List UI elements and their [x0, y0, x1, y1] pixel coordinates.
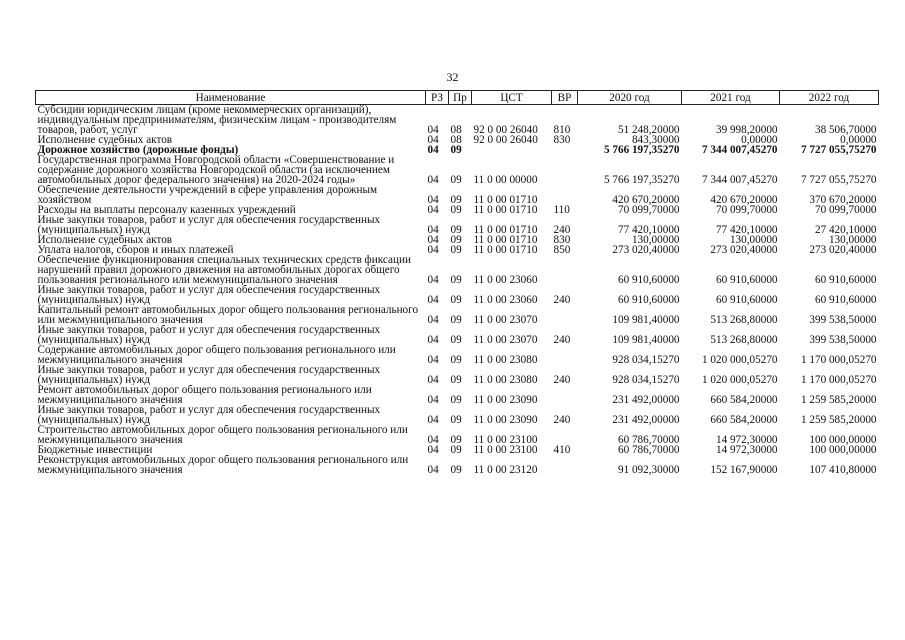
table-row [36, 305, 879, 325]
cell-2022: 399 538,50000 [809, 334, 877, 346]
cell-2021: 7 344 007,45270 [701, 174, 778, 186]
cell-name: Бюджетные инвестиции [37, 445, 153, 455]
cell-vr: 240 [553, 414, 571, 426]
cell-2020: 928 034,15270 [612, 374, 680, 386]
table-row [36, 145, 879, 155]
cell-2021: 14 972,30000 [715, 434, 778, 446]
cell-2021: 152 167,90000 [710, 464, 778, 476]
cell-2021: 130,00000 [729, 234, 778, 246]
cell-2021: 660 584,20000 [710, 414, 778, 426]
cell-pr: 09 [450, 334, 462, 346]
budget-table [35, 90, 879, 475]
cell-pr: 09 [450, 434, 462, 446]
cell-vr [552, 255, 578, 285]
cell-rz: 04 [427, 274, 439, 286]
cell-rz: 04 [427, 294, 439, 306]
cell-vr [552, 305, 578, 325]
cell-name: Иные закупки товаров, работ и услуг для обеспечения государственных (муниципальных) нужд [37, 325, 381, 345]
cell-2020: 928 034,15270 [612, 354, 680, 366]
cell-rz: 04 [427, 444, 439, 456]
cell-vr [552, 425, 578, 445]
cell-2020: 70 099,70000 [617, 204, 680, 216]
cell-pr: 09 [450, 174, 462, 186]
cell-name: Расходы на выплаты персоналу казенных учреждений [37, 205, 296, 215]
cell-pr: 09 [450, 464, 462, 476]
cell-name: Иные закупки товаров, работ и услуг для обеспечения государственных (муниципальных) нужд [37, 405, 381, 425]
cell-cst: 11 0 00 23090 [473, 414, 538, 426]
cell-pr: 09 [450, 274, 462, 286]
cell-name: Ремонт автомобильных дорог общего пользования регионального или межмуниципального значения [37, 385, 372, 405]
cell-pr: 09 [450, 444, 462, 456]
cell-vr [552, 455, 578, 475]
cell-name: Строительство автомобильных дорог общего пользования регионального или межмуниципального значения [37, 425, 408, 445]
cell-cst: 11 0 00 23080 [473, 354, 538, 366]
cell-vr: 240 [553, 294, 571, 306]
cell-2020: 273 020,40000 [612, 244, 680, 256]
table-row [36, 185, 879, 205]
cell-2022: 1 170 000,05270 [800, 354, 877, 366]
header-cst: ЦСТ [472, 91, 552, 105]
cell-2020: 60 910,60000 [617, 274, 680, 286]
cell-2020: 130,00000 [631, 234, 680, 246]
cell-pr: 09 [450, 204, 462, 216]
cell-rz: 04 [427, 434, 439, 446]
cell-cst: 11 0 00 23070 [473, 314, 538, 326]
cell-rz: 04 [427, 464, 439, 476]
cell-name: Исполнение судебных актов [37, 135, 173, 145]
cell-cst [472, 145, 552, 155]
cell-vr: 240 [553, 374, 571, 386]
cell-cst: 11 0 00 23060 [473, 274, 538, 286]
cell-cst: 11 0 00 23120 [473, 464, 538, 476]
cell-2021: 420 670,20000 [710, 194, 778, 206]
cell-2022: 130,00000 [828, 234, 877, 246]
cell-rz: 04 [427, 244, 439, 256]
cell-pr: 09 [450, 314, 462, 326]
table-row [36, 205, 879, 215]
cell-2020: 109 981,40000 [612, 334, 680, 346]
cell-2022: 7 727 055,75270 [800, 174, 877, 186]
cell-2022: 60 910,60000 [814, 274, 877, 286]
cell-rz: 04 [427, 354, 439, 366]
table-row [36, 385, 879, 405]
cell-2021: 660 584,20000 [710, 394, 778, 406]
cell-2022: 27 420,10000 [814, 224, 877, 236]
table-row [36, 405, 879, 425]
cell-cst: 92 0 00 26040 [473, 124, 538, 136]
table-row [36, 325, 879, 345]
cell-rz: 04 [427, 204, 439, 216]
cell-2022: 107 410,80000 [809, 464, 877, 476]
cell-name: Иные закупки товаров, работ и услуг для обеспечения государственных (муниципальных) нужд [37, 285, 381, 305]
table-row [36, 345, 879, 365]
cell-2021: 60 910,60000 [715, 274, 778, 286]
table-row [36, 215, 879, 235]
cell-rz: 04 [427, 414, 439, 426]
cell-2020: 5 766 197,35270 [603, 174, 680, 186]
cell-pr: 08 [450, 134, 462, 146]
cell-name: Исполнение судебных актов [37, 235, 173, 245]
table-row [36, 105, 879, 136]
table-body [36, 105, 879, 476]
cell-vr: 850 [553, 244, 571, 256]
cell-2021: 1 020 000,05270 [701, 354, 778, 366]
header-name: Наименование [36, 91, 426, 105]
cell-2022: 38 506,70000 [814, 124, 877, 136]
header-rz: РЗ [426, 91, 449, 105]
cell-rz: 04 [427, 234, 439, 246]
cell-2022: 0,00000 [840, 134, 877, 146]
cell-rz: 04 [427, 144, 439, 156]
table-row [36, 445, 879, 455]
cell-2020: 60 910,60000 [617, 294, 680, 306]
cell-pr: 09 [450, 144, 462, 156]
cell-pr: 09 [450, 244, 462, 256]
cell-vr [552, 185, 578, 205]
cell-name: Иные закупки товаров, работ и услуг для обеспечения государственных (муниципальных) нужд [37, 365, 381, 385]
cell-2021: 70 099,70000 [715, 204, 778, 216]
cell-name: Обеспечение деятельности учреждений в сфере управления дорожным хозяйством [37, 185, 378, 205]
page-number: 32 [446, 70, 459, 84]
cell-2022: 60 910,60000 [814, 294, 877, 306]
cell-name: Субсидии юридическим лицам (кроме некоммерческих организаций), индивидуальным предпринимателям, физическим лицам - производителям товаров, работ, услуг [37, 104, 397, 135]
cell-rz: 04 [427, 394, 439, 406]
cell-pr: 09 [450, 194, 462, 206]
cell-vr [552, 385, 578, 405]
cell-cst: 11 0 00 01710 [473, 194, 538, 206]
cell-rz: 04 [427, 374, 439, 386]
cell-2022: 370 670,20000 [809, 194, 877, 206]
cell-name: Обеспечение функционирования специальных технических средств фиксации нарушений правил дорожного движения на автомобильных дорогах общего пользования регионального или межмуниципального значения [37, 255, 411, 285]
cell-2021: 513 268,80000 [710, 314, 778, 326]
cell-cst: 11 0 00 01710 [473, 204, 538, 216]
cell-pr: 09 [450, 294, 462, 306]
cell-vr: 240 [553, 224, 571, 236]
cell-2022: 1 170 000,05270 [800, 374, 877, 386]
cell-2020: 60 786,70000 [617, 444, 680, 456]
header-2021: 2021 год [682, 91, 780, 105]
table-row [36, 425, 879, 445]
table-header-row [36, 91, 879, 105]
cell-name: Содержание автомобильных дорог общего пользования регионального или межмуниципального значения [37, 345, 396, 365]
cell-2021: 273 020,40000 [710, 244, 778, 256]
cell-rz: 04 [427, 224, 439, 236]
cell-rz: 04 [427, 174, 439, 186]
cell-vr: 410 [553, 444, 571, 456]
cell-2022: 1 259 585,20000 [800, 394, 877, 406]
cell-2021: 14 972,30000 [715, 444, 778, 456]
cell-cst: 11 0 00 00000 [473, 174, 538, 186]
cell-2021: 0,00000 [741, 134, 778, 146]
cell-name: Уплата налогов, сборов и иных платежей [37, 245, 234, 255]
cell-2022: 100 000,00000 [809, 434, 877, 446]
header-vr: ВР [552, 91, 578, 105]
cell-cst: 92 0 00 26040 [473, 134, 538, 146]
cell-2022: 70 099,70000 [814, 204, 877, 216]
cell-2020: 231 492,00000 [612, 414, 680, 426]
cell-pr: 09 [450, 374, 462, 386]
cell-2020: 843,30000 [631, 134, 680, 146]
cell-pr: 09 [450, 224, 462, 236]
cell-cst: 11 0 00 01710 [473, 244, 538, 256]
cell-vr: 810 [553, 124, 571, 136]
cell-pr: 09 [450, 394, 462, 406]
cell-2022: 7 727 055,75270 [800, 144, 877, 156]
cell-2020: 51 248,20000 [617, 124, 680, 136]
cell-name: Капитальный ремонт автомобильных дорог общего пользования регионального или межмуниципального значения [37, 305, 419, 325]
cell-vr: 240 [553, 334, 571, 346]
cell-vr [552, 145, 578, 155]
cell-2020: 60 786,70000 [617, 434, 680, 446]
table-row [36, 455, 879, 475]
cell-name: Государственная программа Новгородской области «Совершенствование и содержание дорожного хозяйства Новгородской области (за исключением автомобильных дорог федерального значения) на 2020-2024 годы» [37, 155, 395, 185]
cell-2020: 231 492,00000 [612, 394, 680, 406]
cell-2020: 109 981,40000 [612, 314, 680, 326]
table-row [36, 285, 879, 305]
cell-vr [552, 345, 578, 365]
header-2020: 2020 год [578, 91, 682, 105]
header-2022: 2022 год [780, 91, 879, 105]
cell-2020: 77 420,10000 [617, 224, 680, 236]
cell-cst: 11 0 00 01710 [473, 234, 538, 246]
header-pr: Пр [449, 91, 472, 105]
cell-2020: 420 670,20000 [612, 194, 680, 206]
cell-cst: 11 0 00 23070 [473, 334, 538, 346]
cell-pr: 09 [450, 234, 462, 246]
cell-2021: 7 344 007,45270 [701, 144, 778, 156]
cell-pr: 09 [450, 354, 462, 366]
cell-pr: 09 [450, 414, 462, 426]
cell-cst: 11 0 00 23090 [473, 394, 538, 406]
cell-2021: 60 910,60000 [715, 294, 778, 306]
cell-rz: 04 [427, 314, 439, 326]
cell-2021: 1 020 000,05270 [701, 374, 778, 386]
cell-cst: 11 0 00 23060 [473, 294, 538, 306]
table-row [36, 155, 879, 185]
cell-2022: 399 538,50000 [809, 314, 877, 326]
cell-2020: 91 092,30000 [617, 464, 680, 476]
cell-rz: 04 [427, 334, 439, 346]
table-row [36, 245, 879, 255]
cell-2022: 1 259 585,20000 [800, 414, 877, 426]
cell-2022: 273 020,40000 [809, 244, 877, 256]
cell-rz: 04 [427, 194, 439, 206]
table-row [36, 255, 879, 285]
cell-2021: 513 268,80000 [710, 334, 778, 346]
cell-cst: 11 0 00 23080 [473, 374, 538, 386]
cell-pr: 08 [450, 124, 462, 136]
cell-rz: 04 [427, 134, 439, 146]
cell-cst: 11 0 00 23100 [473, 434, 538, 446]
cell-2021: 39 998,20000 [715, 124, 778, 136]
cell-vr [552, 155, 578, 185]
cell-vr: 110 [553, 204, 570, 216]
cell-vr: 830 [553, 134, 571, 146]
cell-2021: 77 420,10000 [715, 224, 778, 236]
cell-2022: 100 000,00000 [809, 444, 877, 456]
cell-2020: 5 766 197,35270 [603, 144, 680, 156]
cell-name: Дорожное хозяйство (дорожные фонды) [37, 145, 239, 155]
cell-cst: 11 0 00 23100 [473, 444, 538, 456]
cell-cst: 11 0 00 01710 [473, 224, 538, 236]
table-row [36, 365, 879, 385]
cell-rz: 04 [427, 124, 439, 136]
cell-vr: 830 [553, 234, 571, 246]
cell-name: Реконструкция автомобильных дорог общего пользования регионального или межмуниципального значения [37, 455, 409, 475]
cell-name: Иные закупки товаров, работ и услуг для обеспечения государственных (муниципальных) нужд [37, 215, 381, 235]
